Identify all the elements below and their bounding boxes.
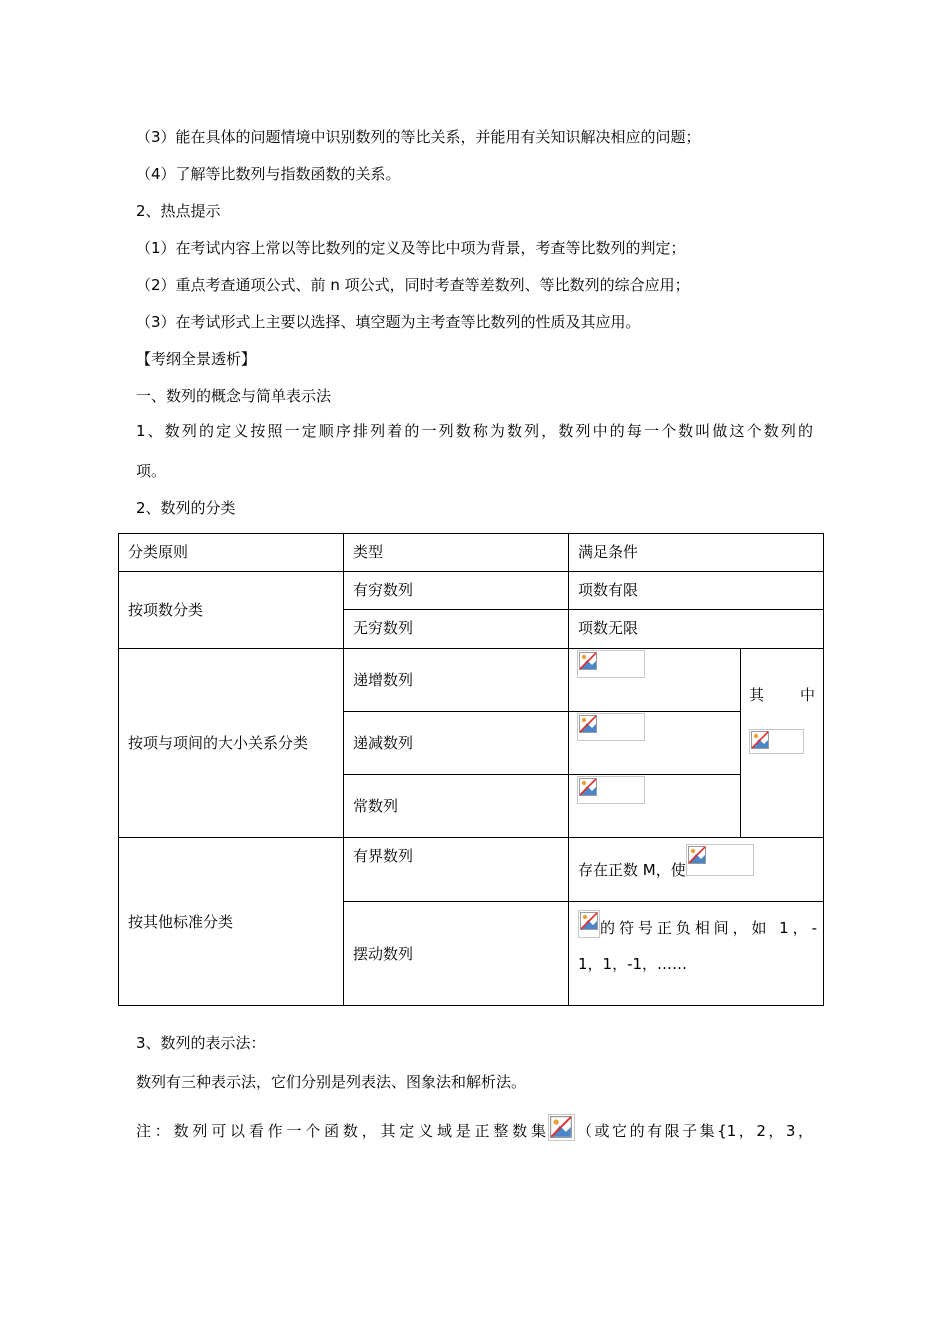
condition-cell: 项数有限: [569, 572, 824, 610]
condition-cell: [569, 775, 741, 838]
broken-image-icon: [580, 912, 598, 930]
principle-cell: 按其他标准分类: [119, 838, 344, 1006]
broken-image-icon: [751, 731, 769, 749]
note-text: 其: [749, 686, 765, 704]
type-cell: 递减数列: [344, 712, 569, 775]
paragraph: 1、数列的定义按照一定顺序排列着的一列数称为数列，数列中的每一个数叫做这个数列的: [136, 422, 813, 440]
condition-text: 存在正数 M，使: [578, 861, 686, 879]
paragraph: [136, 1114, 813, 1141]
section-heading: 2、热点提示: [136, 202, 221, 220]
paragraph: （4）了解等比数列与指数函数的关系。: [136, 165, 401, 183]
paragraph: （1）在考试内容上常以等比数列的定义及等比中项为背景，考查等比数列的判定；: [136, 239, 686, 257]
formula-image: [578, 910, 600, 938]
paragraph: （2）重点考查通项公式、前 n 项公式，同时考查等差数列、等比数列的综合应用；: [136, 276, 690, 294]
table-header: 分类原则: [119, 534, 344, 572]
section-heading: 一、数列的概念与简单表示法: [136, 387, 332, 405]
broken-image-icon: [688, 846, 706, 864]
condition-cell: [569, 838, 824, 902]
broken-image-icon: [579, 715, 597, 733]
principle-cell: 按项与项间的大小关系分类: [119, 649, 344, 838]
formula-image: [577, 776, 645, 804]
section-heading: 2、数列的分类: [136, 499, 236, 517]
table-header: 类型: [344, 534, 569, 572]
note-cell: [741, 649, 824, 838]
condition-cell: [569, 712, 741, 775]
type-cell: 有界数列: [344, 838, 569, 902]
paragraph: （3）能在具体的问题情境中识别数列的等比关系，并能用有关知识解决相应的问题；: [136, 128, 701, 146]
broken-image-icon: [579, 778, 597, 796]
note-text: 中: [800, 686, 816, 704]
type-cell: 摆动数列: [344, 902, 569, 1006]
type-cell: 常数列: [344, 775, 569, 838]
paragraph: （3）在考试形式上主要以选择、填空题为主考查等比数列的性质及其应用。: [136, 313, 641, 331]
type-cell: 无穷数列: [344, 610, 569, 649]
note-text: （或它的有限子集{1，2，3，: [577, 1122, 813, 1140]
table-header: 满足条件: [569, 534, 824, 572]
condition-cell: [569, 649, 741, 712]
condition-text: 1，1，-1，……: [578, 955, 688, 973]
formula-image: [577, 713, 645, 741]
section-heading: 【考纲全景透析】: [136, 350, 257, 368]
formula-image: [548, 1114, 575, 1141]
condition-cell: [569, 902, 824, 1006]
paragraph: 项。: [136, 462, 167, 480]
classification-table: [118, 533, 824, 1006]
formula-image: [577, 650, 645, 678]
type-cell: 有穷数列: [344, 572, 569, 610]
broken-image-icon: [550, 1116, 572, 1138]
broken-image-icon: [579, 652, 597, 670]
principle-cell: 按项数分类: [119, 572, 344, 649]
condition-cell: 项数无限: [569, 610, 824, 649]
formula-image: [686, 844, 754, 876]
section-heading: 3、数列的表示法：: [136, 1034, 266, 1052]
formula-image: [749, 729, 804, 754]
paragraph: 数列有三种表示法，它们分别是列表法、图象法和解析法。: [136, 1073, 527, 1091]
type-cell: 递增数列: [344, 649, 569, 712]
condition-text: 的符号正负相间，如 1，-: [600, 919, 818, 937]
note-text: 注：数列可以看作一个函数，其定义域是正整数集: [136, 1122, 546, 1140]
